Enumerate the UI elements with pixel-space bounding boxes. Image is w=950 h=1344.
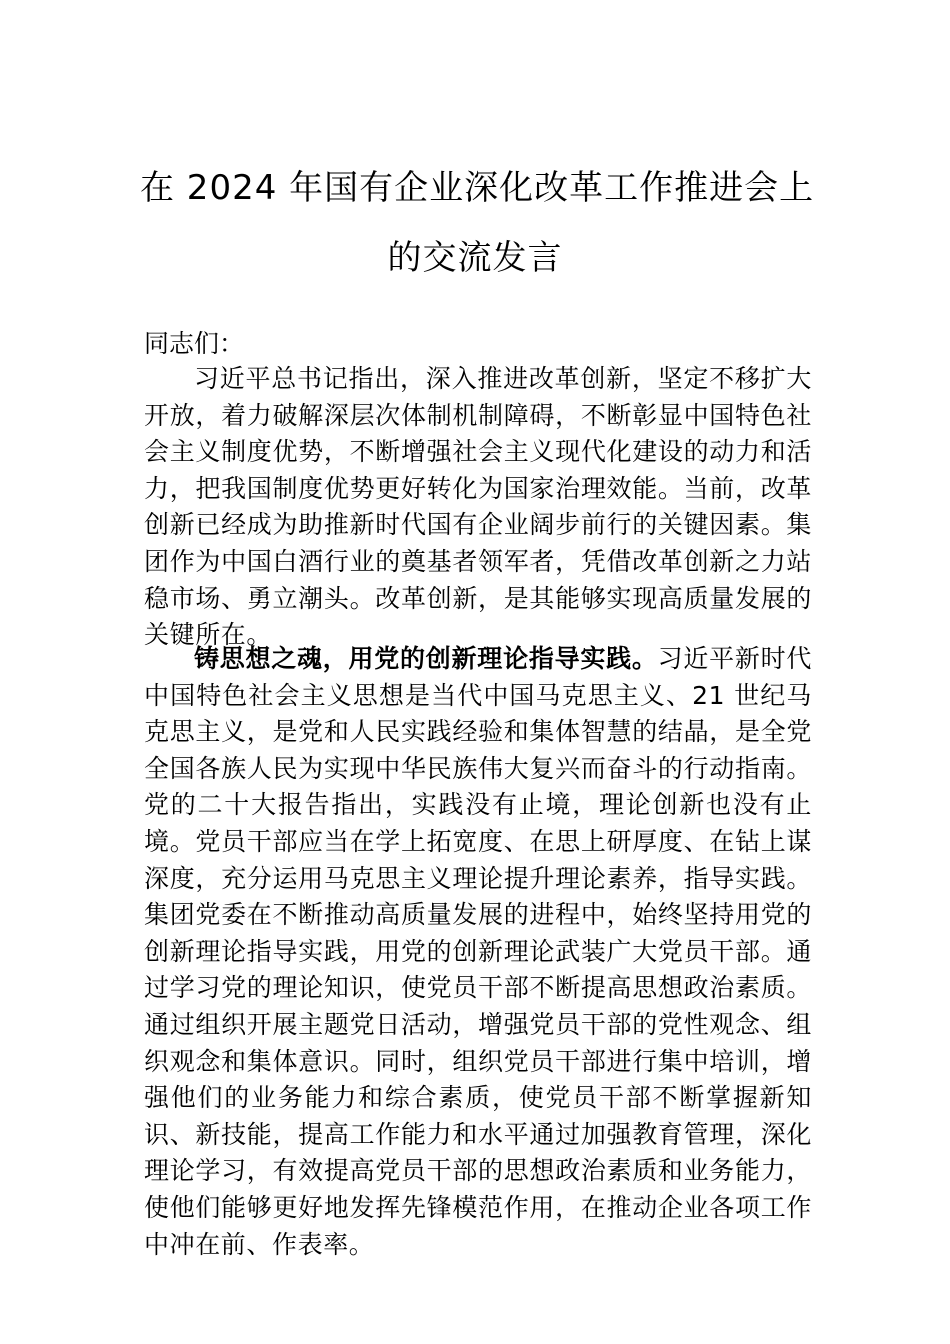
paragraph-intro: 习近平总书记指出，深入推进改革创新，坚定不移扩大开放，着力破解深层次体制机制障碍，不断彰显中国特色社会主义制度优势，不断增强社会主义现代化建设的动力和活力，把我国制度优势更好转化为国家治理效能。当前，改革创新已经成为助推新时代国有企业阔步前行的关键因素。集团作为中国白酒行业的奠基者领军者，凭借改革创新之力站稳市场、勇立潮头。改革创新，是其能够实现高质量发展的关键所在。 xyxy=(144,364,812,650)
salutation: 同志们： xyxy=(144,329,245,358)
document-title-line-1: 在 2024 年国有企业深化改革工作推进会上 xyxy=(140,168,815,208)
paragraph-thought xyxy=(144,641,812,1263)
document-title-line-2: 的交流发言 xyxy=(387,238,563,278)
paragraph-body: 习近平新时代中国特色社会主义思想是当代中国马克思主义、21 世纪马克思主义，是党和人民实践经验和集体智慧的结晶，是全党全国各族人民为实现中华民族伟大复兴而奋斗的行动指南。党的二十大报告指出，实践没有止境，理论创新也没有止境。党员干部应当在学上拓宽度、在思上研厚度、在钻上谋深度，充分运用马克思主义理论提升理论素养，指导实践。集团党委在不断推动高质量发展的进程中，始终坚持用党的创新理论指导实践，用党的创新理论武装广大党员干部。通过学习党的理论知识，使党员干部不断提高思想政治素质。通过组织开展主题党日活动，增强党员干部的党性观念、组织观念和集体意识。同时，组织党员干部进行集中培训，增强他们的业务能力和综合素质，使党员干部不断掌握新知识、新技能，提高工作能力和水平通过加强教育管理，深化理论学习，有效提高党员干部的思想政治素质和业务能力，使他们能够更好地发挥先锋模范作用，在推动企业各项工作中冲在前、作表率。 xyxy=(144,644,812,1259)
paragraph-lead-heading: 铸思想之魂，用党的创新理论指导实践。 xyxy=(194,644,658,673)
